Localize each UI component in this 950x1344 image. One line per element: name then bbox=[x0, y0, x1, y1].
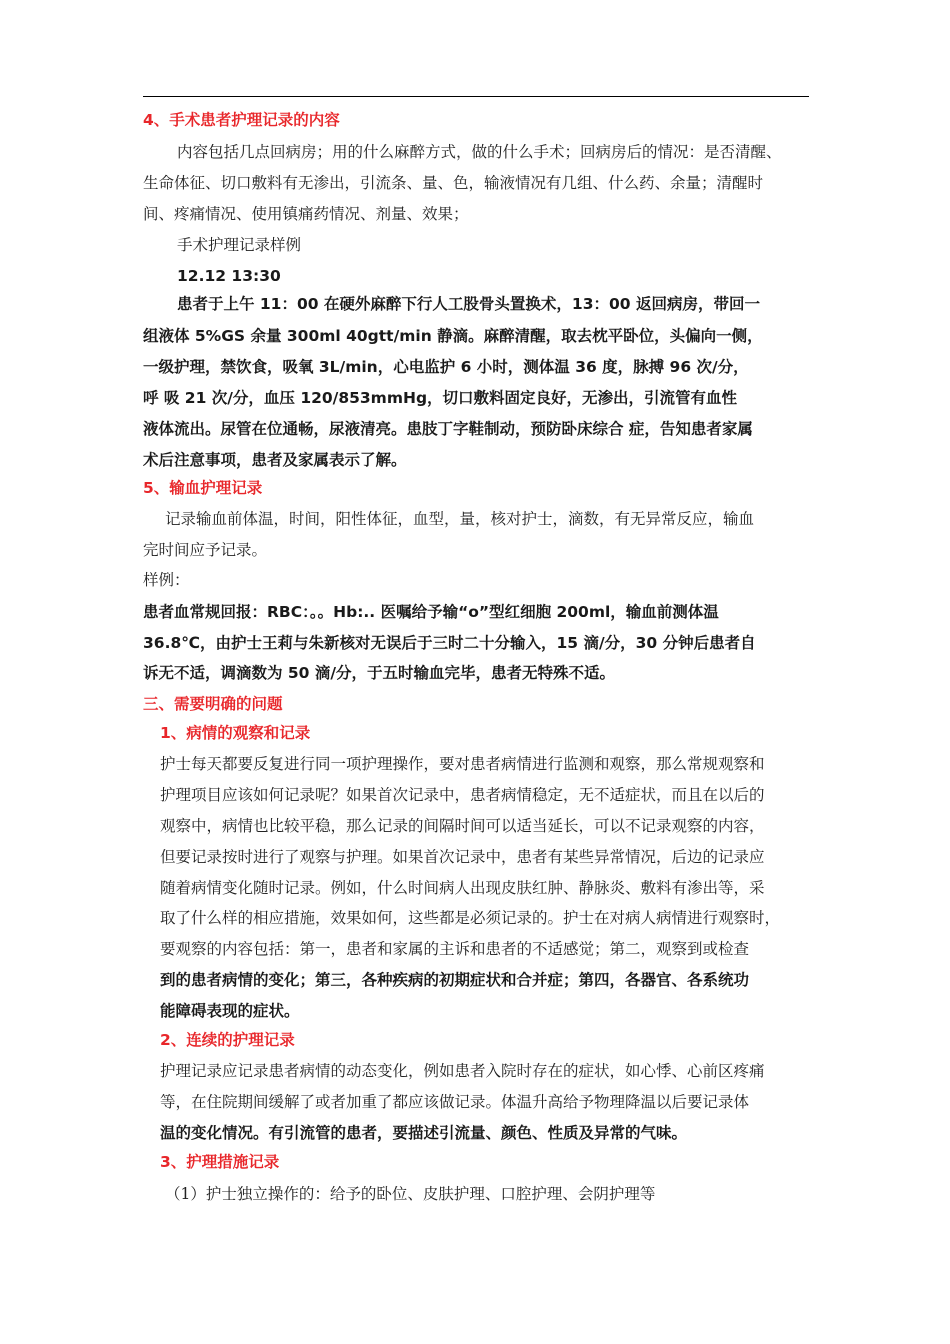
paragraph-line: 组液体 5%GS 余量 300ml 40gtt/min 静滴。麻醉清醒，取去枕平卧位，头偏向一侧， bbox=[143, 327, 763, 345]
paragraph-line: 间、疼痛情况、使用镇痛药情况、剂量、效果； bbox=[143, 205, 469, 223]
paragraph-line: 护士每天都要反复进行同一项护理操作，要对患者病情进行监测和观察，那么常规观察和 bbox=[160, 755, 765, 773]
section-heading: 1、病情的观察和记录 bbox=[160, 724, 311, 742]
paragraph-line: 取了什么样的相应措施，效果如何，这些都是必须记录的。护士在对病人病情进行观察时， bbox=[160, 909, 781, 927]
paragraph-line: 完时间应予记录。 bbox=[143, 541, 268, 559]
paragraph-line: 但要记录按时进行了观察与护理。如果首次记录中，患者有某些异常情况，后边的记录应 bbox=[160, 848, 765, 866]
paragraph-line: 到的患者病情的变化；第三，各种疾病的初期症状和合并症；第四，各器官、各系统功 bbox=[160, 971, 750, 989]
paragraph-line: 能障碍表现的症状。 bbox=[160, 1002, 300, 1020]
paragraph-line: 患者血常规回报：RBC：。。Hb:.. 医嘱给予输“o”型红细胞 200ml，输血前测体温 bbox=[143, 603, 719, 621]
paragraph-line: 温的变化情况。有引流管的患者，要描述引流量、颜色、性质及异常的气味。 bbox=[160, 1124, 688, 1142]
paragraph-line: 要观察的内容包括：第一，患者和家属的主诉和患者的不适感觉；第二，观察到或检查 bbox=[160, 940, 750, 958]
paragraph-line: 样例： bbox=[143, 571, 190, 589]
section-heading: 三、需要明确的问题 bbox=[143, 695, 283, 713]
paragraph-line: 生命体征、切口敷料有无渗出，引流条、量、色，输液情况有几组、什么药、余量；清醒时 bbox=[143, 174, 764, 192]
paragraph-line: 呼 吸 21 次/分，血压 120/853mmHg，切口敷料固定良好，无渗出，引流管有血性 bbox=[143, 389, 738, 407]
paragraph-line: 诉无不适，调滴数为 50 滴/分，于五时输血完毕，患者无特殊不适。 bbox=[143, 664, 616, 682]
paragraph-line: 记录输血前体温，时间，阳性体征，血型，量，核对护士，滴数，有无异常反应，输血 bbox=[165, 510, 755, 528]
paragraph-line: 患者于上午 11：00 在硬外麻醉下行人工股骨头置换术，13：00 返回病房，带回一 bbox=[177, 295, 760, 313]
paragraph-line: 护理记录应记录患者病情的动态变化，例如患者入院时存在的症状，如心悸、心前区疼痛 bbox=[160, 1062, 765, 1080]
paragraph-line: 护理项目应该如何记录呢？如果首次记录中，患者病情稳定，无不适症状，而且在以后的 bbox=[160, 786, 765, 804]
paragraph-line: 液体流出。尿管在位通畅，尿液清亮。患肢丁字鞋制动，预防卧床综合 症，告知患者家属 bbox=[143, 420, 753, 438]
section-heading: 3、护理措施记录 bbox=[160, 1153, 280, 1171]
paragraph-line: 随着病情变化随时记录。例如，什么时间病人出现皮肤红肿、静脉炎、敷料有渗出等，采 bbox=[160, 879, 765, 897]
paragraph-line: 术后注意事项，患者及家属表示了解。 bbox=[143, 451, 407, 469]
paragraph-line: 观察中，病情也比较平稳，那么记录的间隔时间可以适当延长，可以不记录观察的内容， bbox=[160, 817, 765, 835]
paragraph-line: 12.12 13:30 bbox=[177, 267, 281, 285]
section-heading: 2、连续的护理记录 bbox=[160, 1031, 295, 1049]
paragraph-line: 等，在住院期间缓解了或者加重了都应该做记录。体温升高给予物理降温以后要记录体 bbox=[160, 1093, 750, 1111]
paragraph-line: （1）护士独立操作的：给予的卧位、皮肤护理、口腔护理、会阴护理等 bbox=[165, 1185, 656, 1203]
paragraph-line: 一级护理，禁饮食，吸氧 3L/min，心电监护 6 小时，测体温 36 度，脉搏 96 次/分， bbox=[143, 358, 749, 376]
paragraph-line: 手术护理记录样例 bbox=[177, 236, 302, 254]
header-rule bbox=[143, 96, 809, 97]
section-heading: 5、输血护理记录 bbox=[143, 479, 263, 497]
paragraph-line: 36.8℃，由护士王莉与朱新核对无误后于三时二十分输入，15 滴/分，30 分钟后患者自 bbox=[143, 634, 756, 652]
paragraph-line: 内容包括几点回病房；用的什么麻醉方式，做的什么手术；回病房后的情况：是否清醒、 bbox=[177, 143, 782, 161]
section-heading: 4、手术患者护理记录的内容 bbox=[143, 111, 340, 129]
